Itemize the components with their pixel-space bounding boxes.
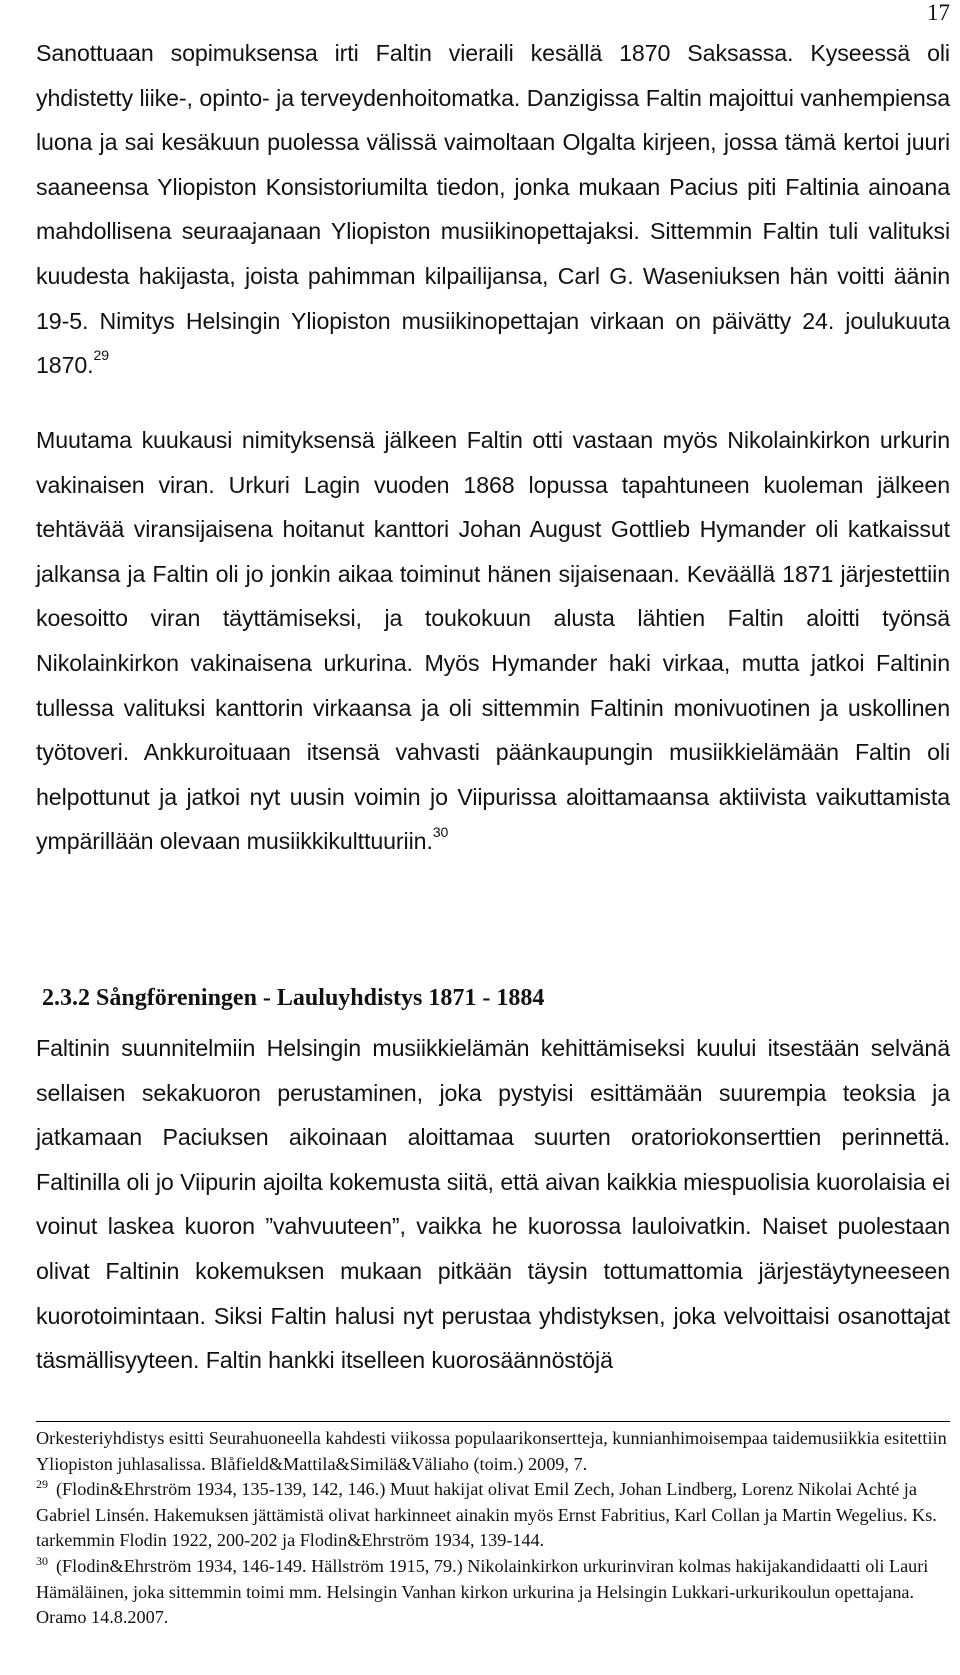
footnote-text: (Flodin&Ehrström 1934, 146-149. Hällström 1915, 79.) Nikolainkirkon urkurinviran kolmas hakijakandidaatti oli Lauri Hämäläinen, joka sittemmin toimi mm. Helsingin Vanhan kirkon urkurina ja Helsingin Lukkari-urkurikoulun opettajana. Oramo 14.8.2007.: [36, 1555, 929, 1628]
paragraph-faltin-germany-trip: [36, 31, 950, 388]
footnotes: [36, 1426, 950, 1631]
paragraph-nikolainkirkko-organist: [36, 418, 950, 864]
footnote-30: [36, 1554, 950, 1631]
paragraph-text: Sanottuaan sopimuksensa irti Faltin vieraili kesällä 1870 Saksassa. Kyseessä oli yhdistetty liike-, opinto- ja terveydenhoitomatka. Danzigissa Faltin majoittui vanhempiensa luona ja sai kesäkuun puolessa välissä vaimoltaan Olgalta kirjeen, jossa tämä kertoi juuri saaneensa Yliopiston Konsistoriumilta tiedon, jonka mukaan Pacius piti Faltinia ainoana mahdollisena seuraajanaan Yliopiston musiikinopettajaksi. Sittemmin Faltin tuli valituksi kuudesta hakijasta, joista pahimman kilpailijansa, Carl G. Waseniuksen hän voitti äänin 19-5. Nimitys Helsingin Yliopiston musiikinopettajan virkaan on päivätty 24. joulukuuta 1870.: [36, 40, 950, 379]
footnote-number-30: 30: [36, 1553, 48, 1568]
paragraph-text: Muutama kuukausi nimityksensä jälkeen Faltin otti vastaan myös Nikolainkirkon urkurin vakinaisen viran. Urkuri Lagin vuoden 1868 lopussa tapahtuneen kuoleman jälkeen tehtävää viransijaisena hoitanut kanttori Johan August Gottlieb Hymander oli katkaissut jalkansa ja Faltin oli jo jonkin aikaa toiminut hänen sijaisenaan. Keväällä 1871 järjestettiin koesoitto viran täyttämiseksi, ja toukokuun alusta lähtien Faltin aloitti työnsä Nikolainkirkon vakinaisena urkurina. Myös Hymander haki virkaa, mutta jatkoi Faltinin tullessa valituksi kanttorin virkaansa ja oli sittemmin Faltinin monivuotinen ja uskollinen työtoveri. Ankkuroituaan itsensä vahvasti päänkaupungin musiikkielämään Faltin oli helpottunut ja jatkoi nyt uusin voimin jo Viipurissa aloittamaansa aktiivista vaikuttamista ympärillään olevaan musiikkikulttuuriin.: [36, 427, 950, 855]
footnote-29: [36, 1477, 950, 1554]
footnote-separator: [36, 1421, 950, 1422]
section-heading: 2.3.2 Sångföreningen - Lauluyhdistys 1871 - 1884: [42, 985, 545, 1011]
footnote-ref-30[interactable]: 30: [432, 823, 449, 840]
paragraph-text: Faltinin suunnitelmiin Helsingin musiikkielämän kehittämiseksi kuului itsestään selvänä sellaisen sekakuoron perustaminen, joka pystyisi esittämään suurempia teoksia ja jatkamaan Paciuksen aikoinaan aloittamaa suurten oratoriokonserttien perinnettä. Faltinilla oli jo Viipurin ajoilta kokemusta siitä, että aivan kaikkia miespuolisia kuorolaisia ei voinut laskea kuoron ”vahvuuteen”, vaikka he kuorossa lauloivatkin. Naiset puolestaan olivat Faltinin kokemuksen mukaan pitkään täysin tottumattomia järjestäytyneeseen kuorotoimintaan. Siksi Faltin halusi nyt perustaa yhdistyksen, joka velvoittaisi osanottajat täsmällisyyteen. Faltin hankki itselleen kuorosäännöstöjä: [36, 1035, 950, 1374]
footnote-number-29: 29: [36, 1477, 48, 1492]
page-number: 17: [927, 0, 950, 25]
footnote-continuation: Orkesteriyhdistys esitti Seurahuoneella kahdesti viikossa populaarikonsertteja, kunnianhimoisempaa taidemusiikkia esitettiin Yliopiston juhlasalissa. Blåfield&Mattila&Similä&Väliaho (toim.) 2009, 7.: [36, 1428, 947, 1474]
paragraph-sangforeningen: [36, 1026, 950, 1383]
footnote-ref-29[interactable]: 29: [93, 347, 109, 364]
footnote-text: (Flodin&Ehrström 1934, 135-139, 142, 146.) Muut hakijat olivat Emil Zech, Johan Lindberg, Lorenz Nikolai Achté ja Gabriel Linsén. Hakemuksen jättämistä olivat harkinneet ainakin myös Ernst Fabritius, Karl Collan ja Martin Wegelius. Ks. tarkemmin Flodin 1922, 200-202 ja Flodin&Ehrström 1934, 139-144.: [36, 1479, 937, 1551]
